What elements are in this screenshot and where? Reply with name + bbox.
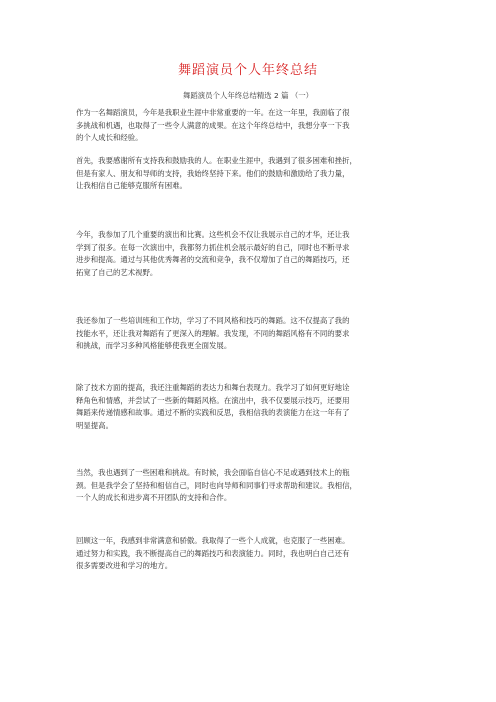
text-line: 但是有家人、朋友和导师的支持，我始终坚持下来。他们的鼓励和激励给了我力量，: [76, 168, 350, 178]
paragraph-challenges: [76, 467, 424, 505]
text-line: 今年，我参加了几个重要的演出和比赛。这些机会不仅让我展示自己的才华，还让我: [76, 230, 350, 239]
document-subtitle: 舞蹈演员个人年终总结精选 2 篇 （一）: [182, 91, 313, 100]
text-line: 和挑战，而学习多种风格能够使我更全面发展。: [76, 341, 232, 351]
text-line: 一个人的成长和进步离不开团队的支持和合作。: [76, 493, 232, 503]
text-line: 学到了很多。在每一次演出中，我都努力抓住机会展示最好的自己，同时也不断寻求: [76, 242, 350, 252]
text-line: 颈。但是我学会了坚持和相信自己，同时也向导师和同事们寻求帮助和建议。我相信，: [76, 480, 357, 490]
text-line: 技能水平，还让我对舞蹈有了更深入的理解。我发现，不同的舞蹈风格有不同的要求: [76, 328, 350, 338]
paragraph-intro: [76, 107, 424, 145]
paragraph-review: [76, 535, 424, 573]
text-line: 进步和提高。通过与其他优秀舞者的交流和竞争，我不仅增加了自己的舞蹈技巧，还: [76, 255, 350, 265]
paragraph-performances: [76, 229, 424, 279]
text-line: 作为一名舞蹈演员，今年是我职业生涯中非常重要的一年。在这一年里，我面临了很: [76, 108, 350, 117]
text-line: 很多需要改进和学习的地方。: [76, 561, 173, 571]
text-line: 拓宽了自己的艺术视野。: [76, 267, 158, 277]
paragraph-expression: [76, 382, 424, 432]
paragraph-training: [76, 315, 424, 353]
text-line: 通过努力和实践，我不断提高自己的舞蹈技巧和表演能力。同时，我也明白自己还有: [76, 548, 350, 558]
paragraph-thanks: [76, 155, 424, 193]
text-line: 当然，我也遇到了一些困难和挑战。有时候，我会面临自信心不足或遇到技术上的瓶: [76, 468, 350, 477]
document-title: 舞蹈演员个人年终总结: [177, 63, 318, 78]
text-line: 回顾这一年，我感到非常满意和骄傲。我取得了一些个人成就，也克服了一些困难。: [76, 536, 350, 545]
text-line: 明显提高。: [76, 420, 113, 430]
text-line: 舞蹈来传递情感和故事。通过不断的实践和反思，我相信我的表演能力在这一年有了: [76, 408, 350, 418]
text-line: 的个人成长和经验。: [76, 133, 143, 143]
text-line: 我还参加了一些培训班和工作坊，学习了不同风格和技巧的舞蹈。这不仅提高了我的: [76, 316, 350, 325]
text-line: 除了技术方面的提高，我还注重舞蹈的表达力和舞台表现力。我学习了如何更好地诠: [76, 383, 350, 392]
text-line: 释角色和情感，并尝试了一些新的舞蹈风格。在演出中，我不仅要展示技巧，还要用: [76, 395, 350, 405]
text-line: 首先，我要感谢所有支持我和鼓励我的人。在职业生涯中，我遇到了很多困难和挫折，: [76, 156, 357, 165]
text-line: 多挑战和机遇，也取得了一些令人满意的成果。在这个年终总结中，我想分享一下我: [76, 120, 350, 130]
text-line: 让我相信自己能够克服所有困难。: [76, 181, 187, 191]
